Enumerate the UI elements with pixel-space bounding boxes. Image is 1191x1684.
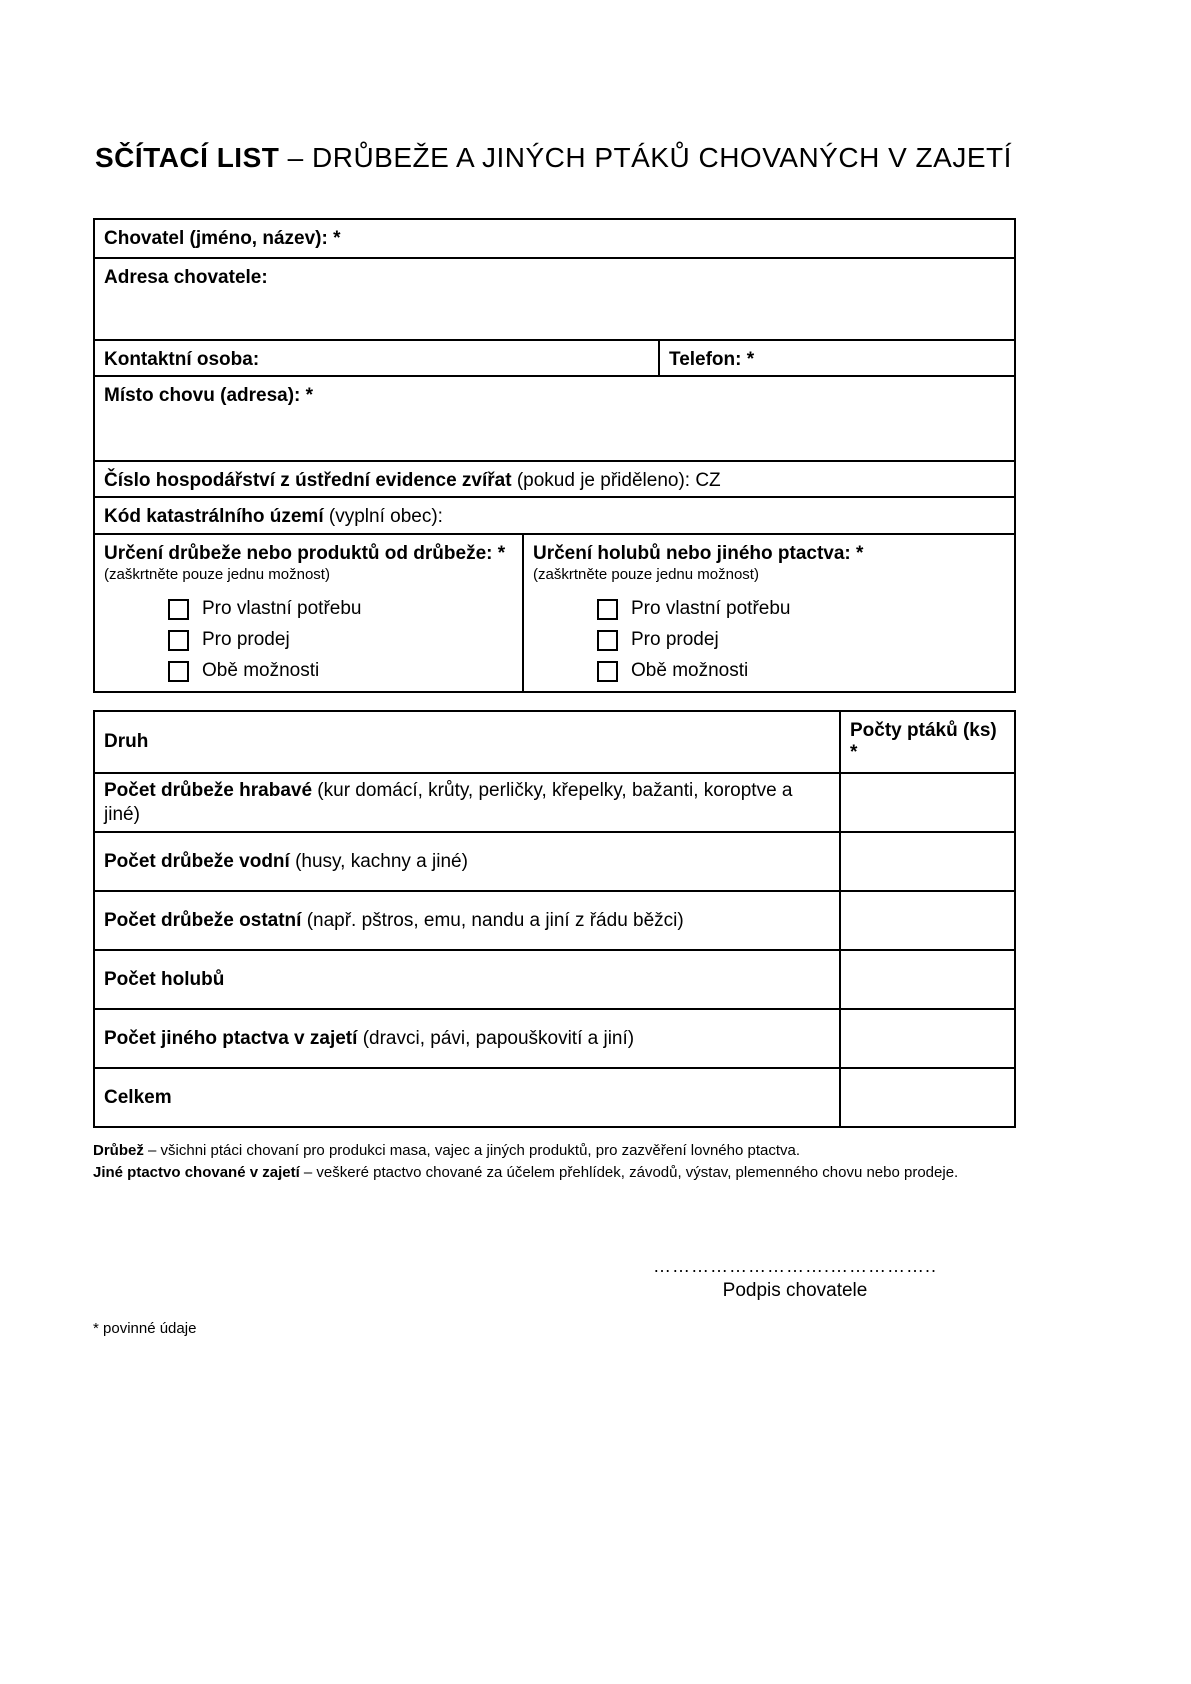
- row-label-bold: Celkem: [104, 1086, 172, 1108]
- row-label-cell: [95, 1010, 839, 1067]
- page-title-rest: – DRŮBEŽE A JINÝCH PTÁKŮ CHOVANÝCH V ZAJETÍ: [279, 142, 1012, 173]
- chovatel-label: Chovatel (jméno, název): *: [104, 228, 341, 249]
- checkbox-drubez-vlastni-potreba[interactable]: [168, 599, 189, 620]
- purpose-holubi-subtitle: (zaškrtněte pouze jednu možnost): [533, 566, 759, 583]
- footnote-bold: Jiné ptactvo chované v zajetí: [93, 1164, 300, 1181]
- kontaktni-label: Kontaktní osoba:: [104, 349, 260, 370]
- count-value-cell[interactable]: [839, 833, 1014, 890]
- row-kontakt-telefon: [95, 339, 1014, 375]
- row-adresa: [95, 257, 1014, 339]
- option-row: [597, 628, 1005, 652]
- header-druh: [95, 712, 839, 772]
- option-label: Pro prodej: [631, 629, 719, 650]
- signature-label: Podpis chovatele: [722, 1280, 868, 1301]
- count-value-cell[interactable]: [839, 1069, 1014, 1126]
- counts-header-row: [95, 712, 1014, 772]
- row-label-bold: Počet drůbeže hrabavé: [104, 779, 313, 801]
- row-label-cell: [95, 892, 839, 949]
- count-value-cell[interactable]: [839, 1010, 1014, 1067]
- row-urceni: [95, 533, 1014, 691]
- row-label-bold: Počet drůbeže vodní: [104, 850, 290, 872]
- row-label-cell: [95, 951, 839, 1008]
- row-label-bold: Počet jiného ptactva v zajetí: [104, 1027, 358, 1049]
- row-label-cell: [95, 1069, 839, 1126]
- option-label: Obě možnosti: [631, 660, 749, 681]
- row-cislo-hospodarstvi: [95, 460, 1014, 496]
- footnote-bold: Drůbež: [93, 1142, 144, 1159]
- table-row-jine-ptactvo: [95, 1008, 1014, 1067]
- option-row: [597, 659, 1005, 683]
- row-label-cell: [95, 774, 839, 831]
- row-label-bold: Počet drůbeže ostatní: [104, 909, 302, 931]
- checkbox-holubi-obe-moznosti[interactable]: [597, 661, 618, 682]
- row-label-rest: (kur domácí, krůty, perličky, křepelky, bažanti, koroptve a jiné): [104, 779, 793, 825]
- cislo-label-rest: (pokud je přiděleno): CZ: [511, 470, 721, 491]
- adresa-label: Adresa chovatele:: [104, 267, 268, 288]
- option-label: Pro vlastní potřebu: [631, 598, 791, 619]
- option-row: [168, 597, 513, 621]
- signature-line: ……………………….……………..: [652, 1256, 937, 1276]
- row-label-rest: (husy, kachny a jiné): [289, 850, 468, 872]
- count-value-cell[interactable]: [839, 951, 1014, 1008]
- table-row-ostatni: [95, 890, 1014, 949]
- bird-counts-table: [93, 710, 1016, 1128]
- header-pocty-label: Počty ptáků (ks) *: [850, 720, 997, 763]
- signature-block: [615, 1256, 975, 1302]
- row-misto-chovu: [95, 375, 1014, 460]
- table-row-vodni: [95, 831, 1014, 890]
- telefon-label: Telefon: *: [669, 349, 755, 370]
- kod-label-rest: (vyplní obec):: [323, 506, 443, 527]
- page-title-bold: SČÍTACÍ LIST: [95, 142, 280, 173]
- option-row: [597, 597, 1005, 621]
- option-row: [168, 659, 513, 683]
- checkbox-drubez-obe-moznosti[interactable]: [168, 661, 189, 682]
- misto-label: Místo chovu (adresa): *: [104, 385, 314, 406]
- telefon-cell: [658, 341, 1014, 375]
- table-row-celkem: [95, 1067, 1014, 1126]
- cislo-label-bold: Číslo hospodářství z ústřední evidence zvířat: [104, 470, 512, 491]
- page-title: [95, 142, 1012, 174]
- option-label: Obě možnosti: [202, 660, 320, 681]
- kontaktni-cell: [95, 341, 658, 375]
- count-value-cell[interactable]: [839, 892, 1014, 949]
- purpose-holubi-title: Určení holubů nebo jiného ptactva: *: [533, 543, 864, 564]
- checkbox-drubez-prodej[interactable]: [168, 630, 189, 651]
- footnote-drubez: [93, 1140, 1023, 1162]
- row-label-rest: (např. pštros, emu, nandu a jiní z řádu běžci): [301, 909, 684, 931]
- holder-info-table: [93, 218, 1016, 693]
- row-label-bold: Počet holubů: [104, 968, 225, 990]
- row-chovatel: [95, 220, 1014, 257]
- row-kod-katastru: [95, 496, 1014, 533]
- table-row-hrabava: [95, 772, 1014, 831]
- purpose-drubez-title: Určení drůbeže nebo produktů od drůbeže: *: [104, 543, 506, 564]
- header-pocty: [839, 712, 1014, 772]
- checkbox-holubi-prodej[interactable]: [597, 630, 618, 651]
- table-row-holubi: [95, 949, 1014, 1008]
- row-label-cell: [95, 833, 839, 890]
- checkbox-holubi-vlastni-potreba[interactable]: [597, 599, 618, 620]
- option-label: Pro prodej: [202, 629, 290, 650]
- footnotes: [93, 1140, 1023, 1184]
- count-value-cell[interactable]: [839, 774, 1014, 831]
- footnote-jine-ptactvo: [93, 1162, 1023, 1184]
- kod-label-bold: Kód katastrálního území: [104, 506, 324, 527]
- purpose-holubi-cell: [522, 535, 1014, 691]
- option-row: [168, 628, 513, 652]
- required-fields-note: * povinné údaje: [93, 1320, 197, 1337]
- purpose-drubez-options: [104, 597, 513, 683]
- option-label: Pro vlastní potřebu: [202, 598, 362, 619]
- row-label-rest: (dravci, pávi, papouškovití a jiní): [357, 1027, 635, 1049]
- header-druh-label: Druh: [104, 731, 149, 752]
- footnote-rest: – veškeré ptactvo chované za účelem přehlídek, závodů, výstav, plemenného chovu nebo prodeje.: [299, 1164, 959, 1181]
- purpose-holubi-options: [533, 597, 1005, 683]
- purpose-drubez-subtitle: (zaškrtněte pouze jednu možnost): [104, 566, 330, 583]
- footnote-rest: – všichni ptáci chovaní pro produkci masa, vajec a jiných produktů, pro zazvěření lovného ptactva.: [143, 1142, 801, 1159]
- purpose-drubez-cell: [95, 535, 522, 691]
